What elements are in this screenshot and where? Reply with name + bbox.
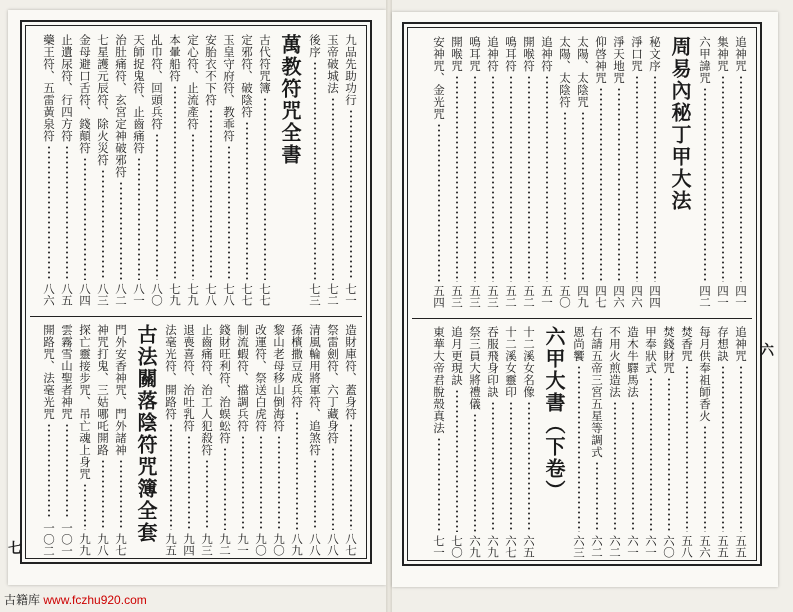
- toc-dot-leader: [456, 389, 458, 532]
- toc-dot-leader: [740, 365, 742, 532]
- toc-entry: [630, 36, 645, 308]
- toc-entry-title: 定心符、止流產符: [186, 34, 200, 130]
- right-bottom-panel: [414, 326, 750, 558]
- toc-dot-leader: [156, 133, 158, 280]
- toc-entry-title: 恩尚饗: [572, 326, 586, 362]
- toc-dot-leader: [120, 181, 122, 280]
- toc-entry-title: 法毫光符、開路符: [164, 324, 178, 420]
- toc-dot-leader: [438, 123, 440, 282]
- toc-entry-page: 七七: [258, 283, 272, 306]
- toc-entry-page: 九四: [182, 533, 196, 556]
- toc-entry: [698, 36, 713, 308]
- toc-entry-title: 每月供奉祖師香火: [698, 326, 712, 422]
- section-heading-text: 周易內秘丁甲大法: [668, 36, 692, 212]
- toc-entry-title: 太陽、太陰符: [558, 36, 572, 108]
- toc-dot-leader: [632, 401, 634, 532]
- left-top-panel: [32, 34, 360, 306]
- toc-entry-page: 六〇: [662, 535, 676, 558]
- toc-entry-page: 七九: [168, 283, 182, 306]
- toc-entry: [558, 36, 573, 308]
- toc-entry: [78, 34, 93, 306]
- toc-entry-title: 鳴耳咒: [468, 36, 482, 72]
- toc-entry: [258, 34, 273, 306]
- toc-entry-page: 五二: [504, 285, 518, 308]
- toc-entry: [96, 324, 111, 556]
- toc-entry-title: 造財庫符、蓋身符: [344, 324, 358, 420]
- toc-dot-leader: [456, 75, 458, 282]
- toc-entry-title: 太陽、太陰咒: [576, 36, 590, 108]
- toc-entry: [344, 34, 359, 306]
- toc-entry: [662, 326, 677, 558]
- toc-dot-leader: [474, 413, 476, 532]
- toc-entry-title: 焚香咒: [680, 326, 694, 362]
- toc-entry: [290, 324, 305, 556]
- toc-dot-leader: [296, 411, 298, 530]
- toc-dot-leader: [246, 121, 248, 280]
- toc-entry-title: 乩巾符、回頭兵符: [150, 34, 164, 130]
- toc-entry-page: 八四: [78, 283, 92, 306]
- toc-entry-page: 五六: [698, 535, 712, 558]
- toc-entry-page: 六二: [590, 535, 604, 558]
- toc-entry-title: 金母避口舌符、錢顛符: [78, 34, 92, 154]
- right-page-number: 六: [760, 343, 774, 359]
- toc-dot-leader: [600, 87, 602, 282]
- toc-dot-leader: [120, 459, 122, 530]
- toc-entry-page: 八七: [344, 533, 358, 556]
- watermark-label: 古籍库: [4, 593, 41, 607]
- toc-entry-title: 開喉咒: [450, 36, 464, 72]
- section-heading: [541, 326, 567, 558]
- toc-entry-title: 集神咒: [716, 36, 730, 72]
- toc-entry: [326, 34, 341, 306]
- toc-dot-leader: [510, 401, 512, 532]
- toc-dot-leader: [228, 145, 230, 280]
- toc-dot-leader: [188, 435, 190, 530]
- toc-dot-leader: [528, 75, 530, 282]
- toc-dot-leader: [704, 425, 706, 532]
- toc-entry: [612, 36, 627, 308]
- toc-entry-page: 五二: [522, 285, 536, 308]
- toc-dot-leader: [704, 87, 706, 282]
- toc-entry-title: 天師捉鬼符、止齒痛符: [132, 34, 146, 154]
- toc-entry-page: 四一: [716, 285, 730, 308]
- toc-entry: [504, 326, 519, 558]
- toc-entry: [150, 34, 165, 306]
- toc-dot-leader: [102, 459, 104, 530]
- toc-entry-page: 六二: [608, 535, 622, 558]
- toc-entry: [96, 34, 111, 306]
- toc-entry-title: 古代符咒簿: [258, 34, 272, 94]
- toc-entry-page: 六一: [626, 535, 640, 558]
- toc-dot-leader: [332, 447, 334, 530]
- toc-entry-title: 九品先助功行: [344, 34, 358, 106]
- toc-entry: [218, 324, 233, 556]
- toc-entry: [504, 36, 519, 308]
- toc-entry-title: 黎山老母移山倒海符: [272, 324, 286, 432]
- toc-entry-title: 探亡靈接步咒、吊亡魂上身咒: [78, 324, 92, 480]
- toc-entry-page: 八〇: [150, 283, 164, 306]
- toc-entry-title: 改運符、祭送白虎符: [254, 324, 268, 432]
- toc-entry-title: 追神符: [540, 36, 554, 72]
- toc-entry-page: 一〇一: [60, 521, 74, 556]
- left-page: [8, 10, 386, 585]
- toc-entry-title: 清風輪用將軍符、追煞符: [308, 324, 322, 456]
- toc-dot-leader: [264, 97, 266, 280]
- toc-entry-page: 六九: [486, 535, 500, 558]
- toc-entry-page: 八五: [60, 283, 74, 306]
- toc-entry: [114, 324, 129, 556]
- toc-dot-leader: [492, 401, 494, 532]
- toc-entry: [272, 324, 287, 556]
- toc-entry: [200, 324, 215, 556]
- toc-dot-leader: [350, 423, 352, 530]
- toc-entry-page: 六九: [468, 535, 482, 558]
- toc-dot-leader: [242, 435, 244, 530]
- toc-entry-title: 門外安香神咒、門外諸神: [114, 324, 128, 456]
- toc-entry: [222, 34, 237, 306]
- toc-entry-page: 五四: [432, 285, 446, 308]
- toc-entry-title: 鳴耳符: [504, 36, 518, 72]
- toc-entry-page: 四二: [698, 285, 712, 308]
- toc-dot-leader: [636, 75, 638, 282]
- toc-entry-title: 玉皇守府符、教乖符: [222, 34, 236, 142]
- toc-dot-leader: [618, 87, 620, 282]
- toc-entry-title: 祭雷劍符、六丁藏身符: [326, 324, 340, 444]
- left-page-number: 七: [8, 541, 22, 557]
- toc-entry-title: 玉帝破城法: [326, 34, 340, 94]
- toc-entry-title: 制流蝦符、擋調兵符: [236, 324, 250, 432]
- toc-entry-page: 四七: [594, 285, 608, 308]
- toc-entry-title: 孫檳撒豆成兵符: [290, 324, 304, 408]
- toc-entry-page: 七二: [326, 283, 340, 306]
- toc-entry-title: 祭三員大將禮儀: [468, 326, 482, 410]
- toc-dot-leader: [596, 461, 598, 532]
- toc-entry: [204, 34, 219, 306]
- toc-entry: [182, 324, 197, 556]
- toc-entry-page: 八三: [96, 283, 110, 306]
- toc-entry-title: 右請五帝三宮五星等調式: [590, 326, 604, 458]
- toc-entry-page: 九八: [96, 533, 110, 556]
- toc-entry: [522, 326, 537, 558]
- toc-entry-title: 錢財旺利符、治蜈蚣符: [218, 324, 232, 444]
- toc-dot-leader: [48, 423, 50, 519]
- toc-entry-page: 七一: [432, 535, 446, 558]
- toc-dot-leader: [654, 75, 656, 282]
- toc-dot-leader: [650, 377, 652, 532]
- section-heading-text: 萬教符咒全書: [278, 34, 302, 166]
- left-divider: [30, 316, 362, 317]
- toc-entry: [576, 36, 591, 308]
- toc-entry: [164, 324, 179, 556]
- toc-entry: [344, 324, 359, 556]
- toc-dot-leader: [206, 459, 208, 530]
- toc-entry-title: 淨口咒: [630, 36, 644, 72]
- toc-entry: [594, 36, 609, 308]
- toc-dot-leader: [722, 75, 724, 282]
- toc-entry-page: 七三: [308, 283, 322, 306]
- toc-entry: [42, 34, 57, 306]
- toc-dot-leader: [350, 109, 352, 280]
- right-divider: [412, 318, 752, 319]
- toc-entry: [486, 36, 501, 308]
- toc-entry-title: 秘文序: [648, 36, 662, 72]
- toc-entry-title: 止齒痛符、治工人犯殺符: [200, 324, 214, 456]
- toc-entry-title: 淨天地咒: [612, 36, 626, 84]
- toc-entry-page: 一〇二: [42, 521, 56, 556]
- toc-dot-leader: [138, 157, 140, 280]
- toc-entry: [486, 326, 501, 558]
- toc-entry-page: 五一: [540, 285, 554, 308]
- toc-entry-page: 八一: [132, 283, 146, 306]
- toc-entry: [78, 324, 93, 556]
- toc-entry-title: 安神咒、金光咒: [432, 36, 446, 120]
- toc-entry-page: 九一: [236, 533, 250, 556]
- toc-entry-page: 四六: [630, 285, 644, 308]
- toc-entry-title: 追神咒: [734, 36, 748, 72]
- toc-entry-title: 七星護元辰符、除火災符: [96, 34, 110, 166]
- toc-entry: [432, 36, 447, 308]
- toc-dot-leader: [84, 483, 86, 530]
- toc-entry-title: 甲奉狀式: [644, 326, 658, 374]
- toc-entry: [308, 324, 323, 556]
- toc-entry-page: 九五: [164, 533, 178, 556]
- toc-entry-title: 藥王符、五雷黃泉符: [42, 34, 56, 142]
- toc-dot-leader: [174, 85, 176, 280]
- toc-entry-page: 五三: [468, 285, 482, 308]
- toc-entry-page: 七一: [344, 283, 358, 306]
- toc-entry-title: 十二溪女名像: [522, 326, 536, 398]
- toc-entry-page: 八八: [326, 533, 340, 556]
- toc-entry-title: 追月更現訣: [450, 326, 464, 386]
- toc-entry-page: 八六: [42, 283, 56, 306]
- toc-entry: [186, 34, 201, 306]
- watermark: [4, 591, 147, 608]
- toc-entry: [716, 326, 731, 558]
- toc-dot-leader: [528, 401, 530, 532]
- toc-entry-page: 四九: [576, 285, 590, 308]
- toc-dot-leader: [48, 145, 50, 280]
- toc-entry-page: 七七: [240, 283, 254, 306]
- toc-entry: [42, 324, 57, 556]
- toc-dot-leader: [224, 447, 226, 530]
- toc-dot-leader: [210, 109, 212, 280]
- toc-entry-title: 造木牛驛馬法: [626, 326, 640, 398]
- toc-entry-title: 仰啓神咒: [594, 36, 608, 84]
- toc-entry-page: 五八: [680, 535, 694, 558]
- toc-entry-page: 五〇: [558, 285, 572, 308]
- toc-entry-page: 六三: [572, 535, 586, 558]
- toc-dot-leader: [192, 133, 194, 280]
- toc-entry-title: 焚錢財咒: [662, 326, 676, 374]
- toc-entry: [326, 324, 341, 556]
- toc-entry: [680, 326, 695, 558]
- left-page-frame: [20, 20, 372, 564]
- toc-dot-leader: [546, 75, 548, 282]
- toc-dot-leader: [686, 365, 688, 532]
- toc-entry-title: 本暈船符: [168, 34, 182, 82]
- toc-entry-page: 八九: [290, 533, 304, 556]
- toc-entry-title: 退喪喜符、治吐乳符: [182, 324, 196, 432]
- toc-entry-page: 五五: [734, 535, 748, 558]
- watermark-site: www.fczhu920.com: [43, 593, 147, 607]
- toc-dot-leader: [314, 61, 316, 280]
- toc-entry: [60, 324, 75, 556]
- toc-entry: [468, 36, 483, 308]
- toc-entry-page: 九〇: [254, 533, 268, 556]
- toc-entry-title: 追神符: [486, 36, 500, 72]
- toc-entry-title: 不用火煎造法: [608, 326, 622, 398]
- toc-entry-page: 九三: [200, 533, 214, 556]
- toc-entry: [644, 326, 659, 558]
- toc-entry-page: 四一: [734, 285, 748, 308]
- toc-entry: [648, 36, 663, 308]
- toc-entry: [626, 326, 641, 558]
- toc-entry: [450, 36, 465, 308]
- toc-dot-leader: [564, 111, 566, 282]
- toc-entry-title: 六甲諱咒: [698, 36, 712, 84]
- toc-dot-leader: [66, 145, 68, 280]
- toc-dot-leader: [492, 75, 494, 282]
- toc-dot-leader: [740, 75, 742, 282]
- toc-entry-title: 開喉符: [522, 36, 536, 72]
- toc-entry-title: 安胎衣不下符: [204, 34, 218, 106]
- section-heading-text: 古法關落陰符咒簿全套: [134, 324, 158, 544]
- toc-dot-leader: [722, 365, 724, 532]
- section-heading-text: 六甲大書（下卷）: [542, 326, 566, 502]
- toc-dot-leader: [438, 437, 440, 532]
- toc-entry-page: 九〇: [272, 533, 286, 556]
- toc-entry-title: 吞服飛身印訣: [486, 326, 500, 398]
- toc-entry: [734, 326, 749, 558]
- toc-entry-title: 追神咒: [734, 326, 748, 362]
- toc-dot-leader: [260, 435, 262, 530]
- section-heading: [667, 36, 693, 308]
- toc-entry-title: 神咒打鬼、三姑哪吒開路: [96, 324, 110, 456]
- toc-dot-leader: [84, 157, 86, 280]
- toc-entry-page: 六七: [504, 535, 518, 558]
- toc-entry: [254, 324, 269, 556]
- toc-entry-title: 止遺尿符、行四方符: [60, 34, 74, 142]
- section-heading: [277, 34, 303, 306]
- toc-entry-page: 五三: [450, 285, 464, 308]
- toc-entry-title: 東華大帝君脫殼真法: [432, 326, 446, 434]
- toc-entry: [450, 326, 465, 558]
- toc-dot-leader: [474, 75, 476, 282]
- toc-entry-page: 五五: [716, 535, 730, 558]
- toc-dot-leader: [668, 377, 670, 532]
- toc-entry-page: 六一: [644, 535, 658, 558]
- toc-dot-leader: [582, 111, 584, 282]
- toc-entry: [572, 326, 587, 558]
- toc-entry-page: 六五: [522, 535, 536, 558]
- toc-entry: [132, 34, 147, 306]
- toc-dot-leader: [614, 401, 616, 532]
- toc-entry-title: 定邪符、破陰符: [240, 34, 254, 118]
- toc-dot-leader: [170, 423, 172, 530]
- toc-entry-page: 九九: [78, 533, 92, 556]
- toc-entry: [114, 34, 129, 306]
- toc-entry: [308, 34, 323, 306]
- toc-dot-leader: [66, 423, 68, 519]
- right-page-frame: [402, 22, 762, 566]
- left-bottom-panel: [32, 324, 360, 556]
- right-page: [392, 12, 778, 587]
- toc-entry-page: 四六: [612, 285, 626, 308]
- toc-entry-title: 開路咒、法毫光咒: [42, 324, 56, 420]
- toc-entry: [432, 326, 447, 558]
- toc-entry-title: 治肚痛符、玄宮定神破邪符: [114, 34, 128, 178]
- toc-entry: [698, 326, 713, 558]
- toc-dot-leader: [510, 75, 512, 282]
- toc-entry-title: 雲霧雪山聖者神咒: [60, 324, 74, 420]
- toc-entry-page: 七八: [204, 283, 218, 306]
- toc-entry-page: 五三: [486, 285, 500, 308]
- toc-entry: [540, 36, 555, 308]
- toc-entry: [734, 36, 749, 308]
- section-heading: [133, 324, 159, 556]
- toc-entry: [608, 326, 623, 558]
- toc-dot-leader: [278, 435, 280, 530]
- toc-dot-leader: [314, 459, 316, 530]
- toc-entry: [590, 326, 605, 558]
- toc-entry-page: 九七: [114, 533, 128, 556]
- toc-entry-page: 七九: [186, 283, 200, 306]
- toc-entry: [716, 36, 731, 308]
- toc-entry: [468, 326, 483, 558]
- toc-dot-leader: [332, 97, 334, 280]
- toc-entry: [168, 34, 183, 306]
- toc-entry-page: 四四: [648, 285, 662, 308]
- toc-entry-title: 後序: [308, 34, 322, 58]
- toc-entry: [522, 36, 537, 308]
- toc-entry-page: 七〇: [450, 535, 464, 558]
- toc-entry-page: 八八: [308, 533, 322, 556]
- right-top-panel: [414, 36, 750, 308]
- toc-entry: [60, 34, 75, 306]
- toc-dot-leader: [578, 365, 580, 532]
- toc-entry-title: 存想訣: [716, 326, 730, 362]
- toc-entry-page: 九二: [218, 533, 232, 556]
- toc-entry: [240, 34, 255, 306]
- toc-entry-page: 八二: [114, 283, 128, 306]
- toc-entry: [236, 324, 251, 556]
- toc-dot-leader: [102, 169, 104, 280]
- toc-entry-page: 七八: [222, 283, 236, 306]
- toc-entry-title: 十二溪女靈印: [504, 326, 518, 398]
